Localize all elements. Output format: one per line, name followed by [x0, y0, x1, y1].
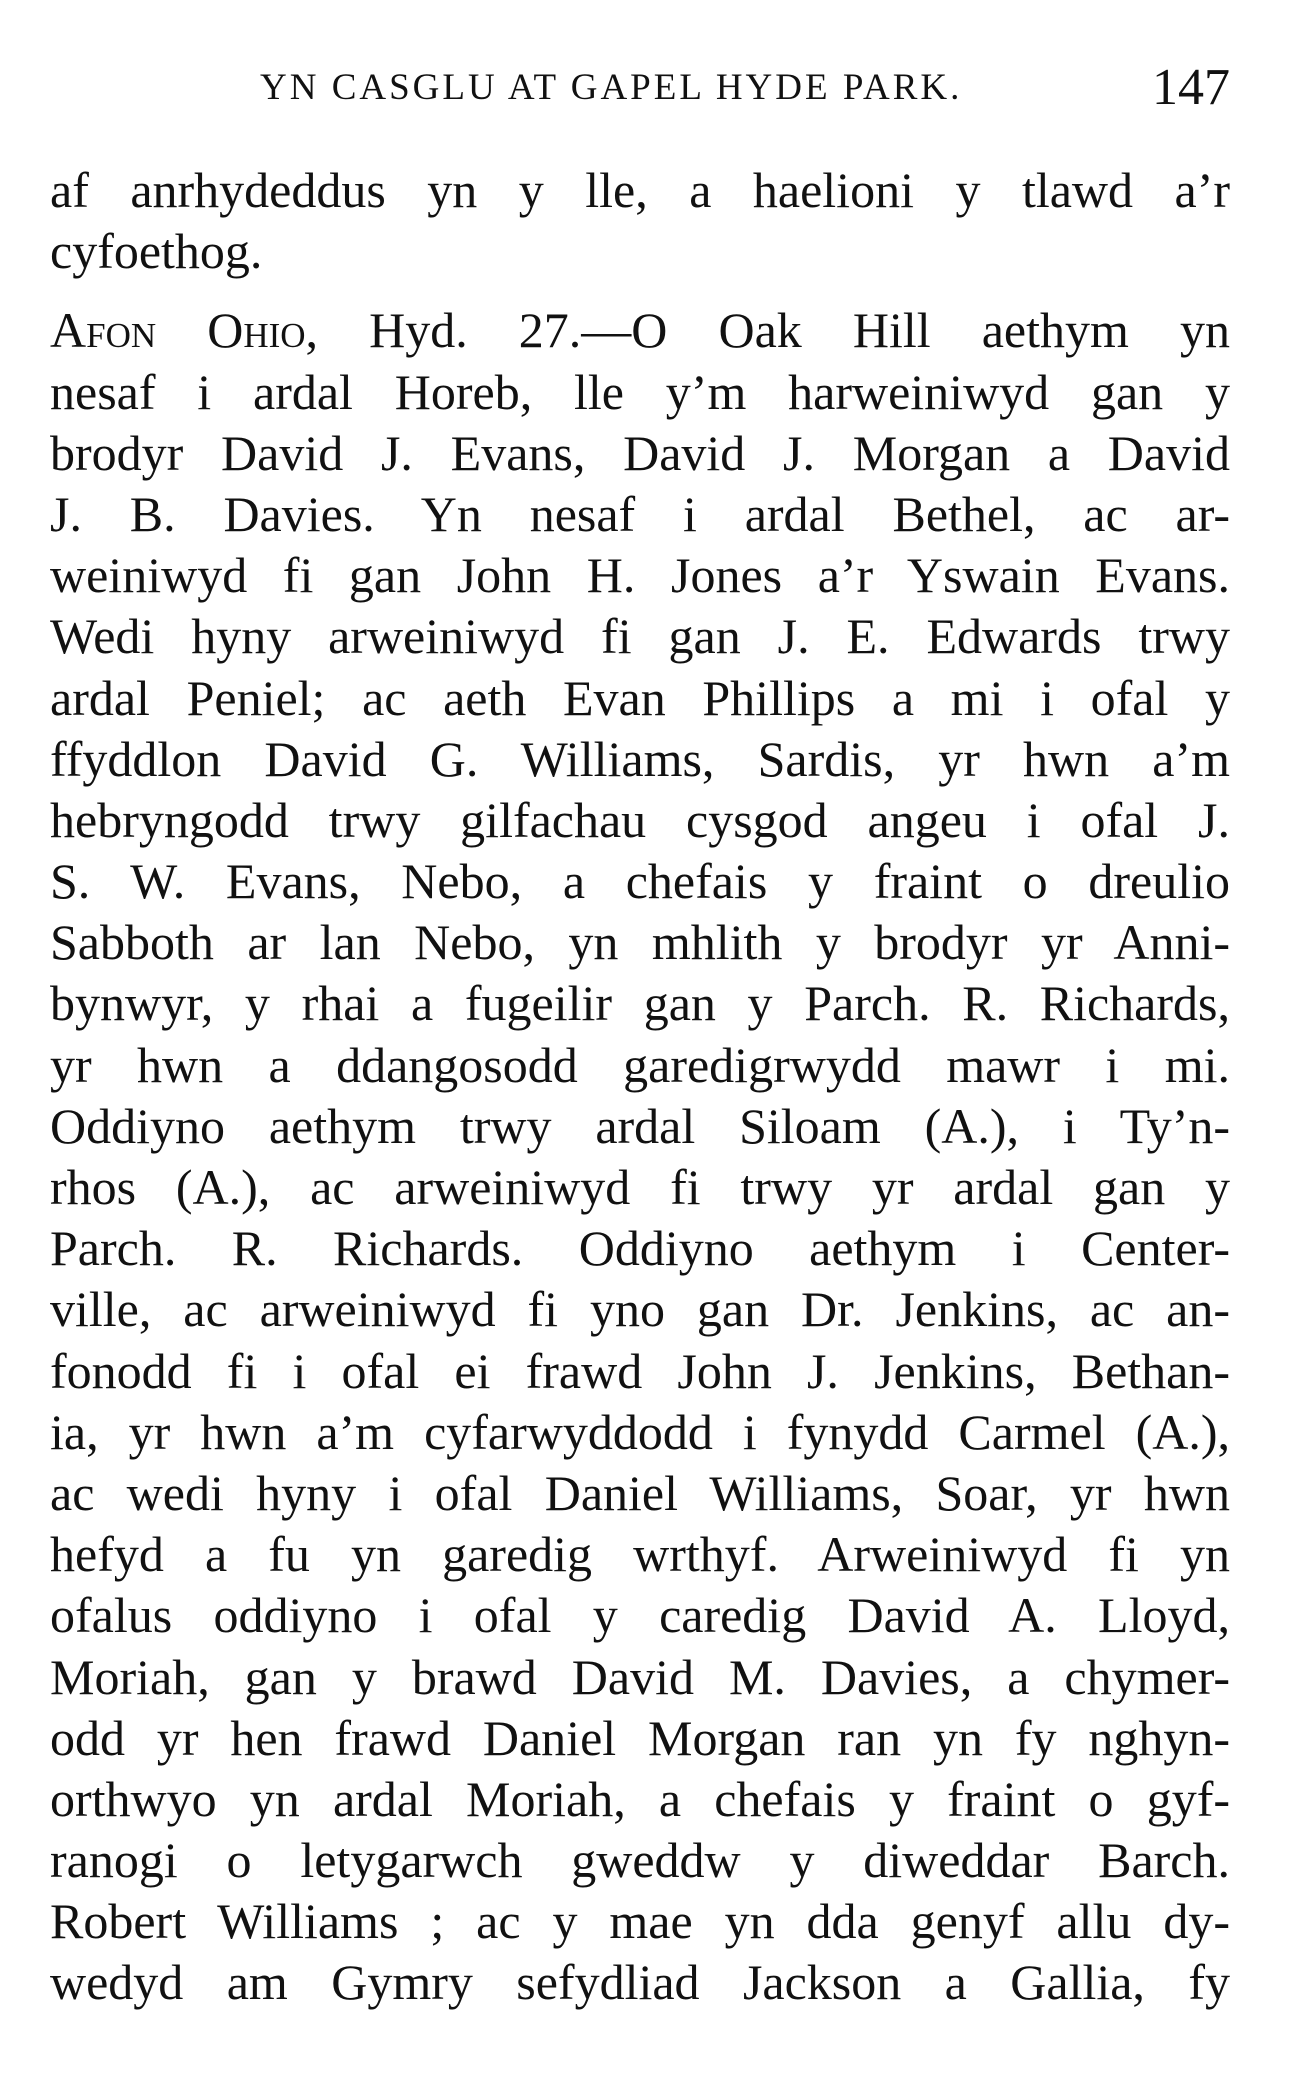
text-line-first	[50, 300, 1230, 361]
text-line: ffyddlon David G. Williams, Sardis, yr hwn a’m	[50, 730, 1230, 787]
text-line: brodyr David J. Evans, David J. Morgan a David	[50, 424, 1230, 481]
text-line: cyfoethog.	[50, 223, 263, 280]
text-line: ranogi o letygarwch gweddw y diweddar Barch.	[50, 1832, 1230, 1889]
first-line-rest: Hyd. 27.—O Oak Hill aethym yn	[318, 302, 1230, 359]
place-heading: Afon Ohio,	[50, 302, 319, 359]
body-text	[50, 160, 1230, 2014]
text-line: Oddiyno aethym trwy ardal Siloam (A.), i Ty’n-	[50, 1097, 1230, 1154]
text-line: Parch. R. Richards. Oddiyno aethym i Center-	[50, 1220, 1230, 1277]
paragraph-1	[50, 160, 1230, 282]
text-line: S. W. Evans, Nebo, a chefais y fraint o dreulio	[50, 853, 1230, 910]
text-line: fonodd fi i ofal ei frawd John J. Jenkins, Bethan-	[50, 1342, 1230, 1399]
text-line: orthwyo yn ardal Moriah, a chefais y fraint o gyf-	[50, 1770, 1230, 1827]
text-line: ac wedi hyny i ofal Daniel Williams, Soar, yr hwn	[50, 1464, 1230, 1521]
running-title: YN CASGLU AT GAPEL HYDE PARK.	[260, 67, 963, 108]
text-line: hefyd a fu yn garedig wrthyf. Arweiniwyd fi yn	[50, 1526, 1230, 1583]
text-line: yr hwn a ddangosodd garedigrwydd mawr i mi.	[50, 1036, 1230, 1093]
text-line: ofalus oddiyno i ofal y caredig David A. Lloyd,	[50, 1587, 1230, 1644]
text-line: J. B. Davies. Yn nesaf i ardal Bethel, ac ar-	[50, 485, 1230, 542]
page-number: 147	[1152, 59, 1230, 116]
text-line: ardal Peniel; ac aeth Evan Phillips a mi i ofal y	[50, 669, 1230, 726]
text-line: ville, ac arweiniwyd fi yno gan Dr. Jenkins, ac an-	[50, 1281, 1230, 1338]
text-line: wedyd am Gymry sefydliad Jackson a Gallia, fy	[50, 1954, 1230, 2011]
text-line: Sabboth ar lan Nebo, yn mhlith y brodyr yr Anni-	[50, 914, 1230, 971]
paragraph-2	[50, 300, 1230, 2013]
text-line: Robert Williams ; ac y mae yn dda genyf allu dy-	[50, 1893, 1230, 1950]
text-line: ia, yr hwn a’m cyfarwyddodd i fynydd Carmel (A.),	[50, 1403, 1230, 1460]
text-line: rhos (A.), ac arweiniwyd fi trwy yr ardal gan y	[50, 1159, 1230, 1215]
text-line: Moriah, gan y brawd David M. Davies, a chymer-	[50, 1648, 1230, 1705]
text-line: odd yr hen frawd Daniel Morgan ran yn fy nghyn-	[50, 1709, 1230, 1766]
text-line: nesaf i ardal Horeb, lle y’m harweiniwyd gan y	[50, 363, 1230, 420]
text-line: hebryngodd trwy gilfachau cysgod angeu i ofal J.	[50, 791, 1230, 848]
text-line: af anrhydeddus yn y lle, a haelioni y tlawd a’r	[50, 162, 1230, 218]
running-head	[50, 58, 1230, 118]
text-line: Wedi hyny arweiniwyd fi gan J. E. Edwards trwy	[50, 608, 1230, 665]
text-line: weiniwyd fi gan John H. Jones a’r Yswain Evans.	[50, 547, 1230, 604]
text-line: bynwyr, y rhai a fugeilir gan y Parch. R. Richards,	[50, 975, 1230, 1032]
